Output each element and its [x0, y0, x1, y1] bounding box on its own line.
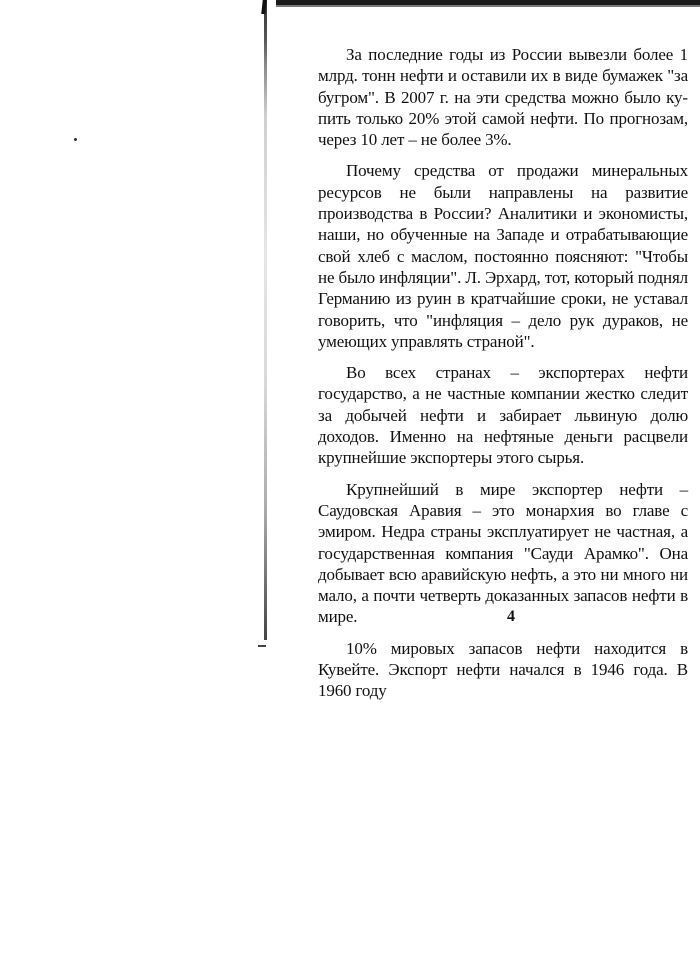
paragraph-4: Крупнейший в мире экспортер нефти – Саудовская Аравия – это монархия во главе с эмиром. Недра страны эксплуатирует не частная, а государственная компания "Сауди Арамко". Она добывает всю аравийскую нефть, а это ни много ни мало, а почти четверть доказанных запасов нефти в мире. [318, 479, 688, 627]
page-number: 4 [507, 608, 515, 625]
paragraph-1: За последние годы из России вывезли более 1 млрд. тонн нефти и оставили их в виде бумажек "за бугром". В 2007 г. на эти средства можно было купить только 20% этой самой нефти. По прогнозам, через 10 лет – не более 3%. [318, 45, 688, 150]
scan-edge-corner [261, 0, 282, 14]
scan-speck-lower [258, 645, 266, 647]
scan-edge-top-shadow [276, 5, 700, 7]
paragraph-2: Почему средства от продажи минеральных ресурсов не были направлены на развитие производства в России? Аналитики и экономисты, наши, но обученные на Западе и отрабатывающие свой хлеб с маслом, постоянно поясняют: "Чтобы не было инфляции". Л. Эрхард, тот, который поднял Германию из руин в кратчайшие сроки, не уставал говорить, что "инфляция – дело рук дураков, не умеющих управлять страной". [318, 161, 688, 351]
paragraph-3: Во всех странах – экспортерах нефти государство, а не частные компании жестко следит за добычей нефти и забирает львиную долю доходов. Именно на нефтяные деньги расцвели крупнейшие экспортеры этого сырья. [318, 363, 688, 468]
scan-edge-left [264, 0, 267, 640]
paragraph-5: 10% мировых запасов нефти находится в Кувейте. Экспорт нефти начался в 1946 года. В 1960 году [318, 638, 688, 701]
scan-speck [74, 138, 77, 141]
